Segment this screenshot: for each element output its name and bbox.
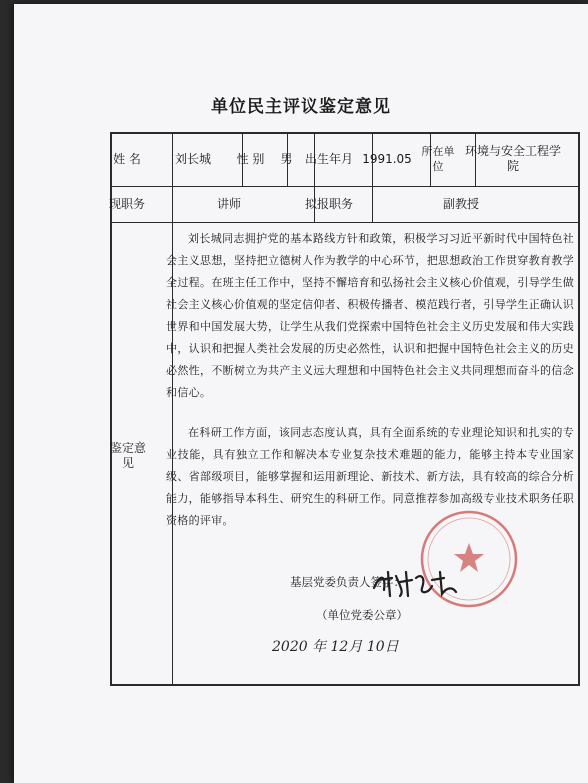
name-label: 姓 名 <box>113 151 141 166</box>
birth-value: 1991.05 <box>362 151 412 166</box>
row-divider <box>110 222 580 223</box>
opinion-label: 鉴定意见 <box>110 441 147 470</box>
current-post-label: 现职务 <box>108 196 145 211</box>
opinion-paragraph-1: 刘长城同志拥护党的基本路线方针和政策，积极学习习近平新时代中国特色社会主义思想，坚持把立德树人作为教学的中心环节，把思想政治工作贯穿教育教学全过程。在班主任工作中，坚持不懈培育和弘扬社会主义核心价值观，引导学生做社会主义核心价值观的坚定信仰者、积极传播者、模范践行者，引导学生正确认识世界和中国发展大势，让学生从我们党探索中国特色社会主义历史发展和伟大实践中，认识和把握人类社会发展的历史必然性，认识和把握中国特色社会主义的历史必然性，不断树立为共产主义远大理想和中国特色社会主义共同理想而奋斗的信念和信心。 <box>166 232 574 399</box>
unit-value: 环境与安全工程学院 <box>465 144 562 173</box>
document-page <box>14 4 588 783</box>
opinion-paragraph-2: 在科研工作方面，该同志态度认真，具有全面系统的专业理论知识和扎实的专业技能，具有独立工作和解决本专业复杂技术难题的能力，能够主持本专业国家级、省部级项目，能够掌握和运用新理论、新技术、新方法，具有较高的综合分析能力，能够指导本科生、研究生的科研工作。同意推荐参加高级专业技术职务任职资格的评审。 <box>166 426 574 527</box>
proposed-post-label: 拟报职务 <box>304 196 353 211</box>
table-border-right <box>578 132 580 685</box>
gender-label: 性 别 <box>236 151 265 166</box>
handwritten-date: 2020 年 12月 10日 <box>272 639 399 655</box>
unit-label: 所在单位 <box>421 145 455 173</box>
proposed-post-value: 副教授 <box>442 196 479 211</box>
table-border-bottom <box>110 684 580 686</box>
current-post-value: 讲师 <box>216 196 241 211</box>
name-value: 刘长城 <box>174 151 211 166</box>
seal-label: （单位党委公章） <box>316 608 408 622</box>
birth-label: 出生年月 <box>304 151 353 166</box>
handwritten-signature <box>370 566 460 600</box>
signer-label: 基层党委负责人签字： <box>290 575 405 589</box>
gender-value: 男 <box>280 151 293 166</box>
document-title: 单位民主评议鉴定意见 <box>211 97 391 117</box>
